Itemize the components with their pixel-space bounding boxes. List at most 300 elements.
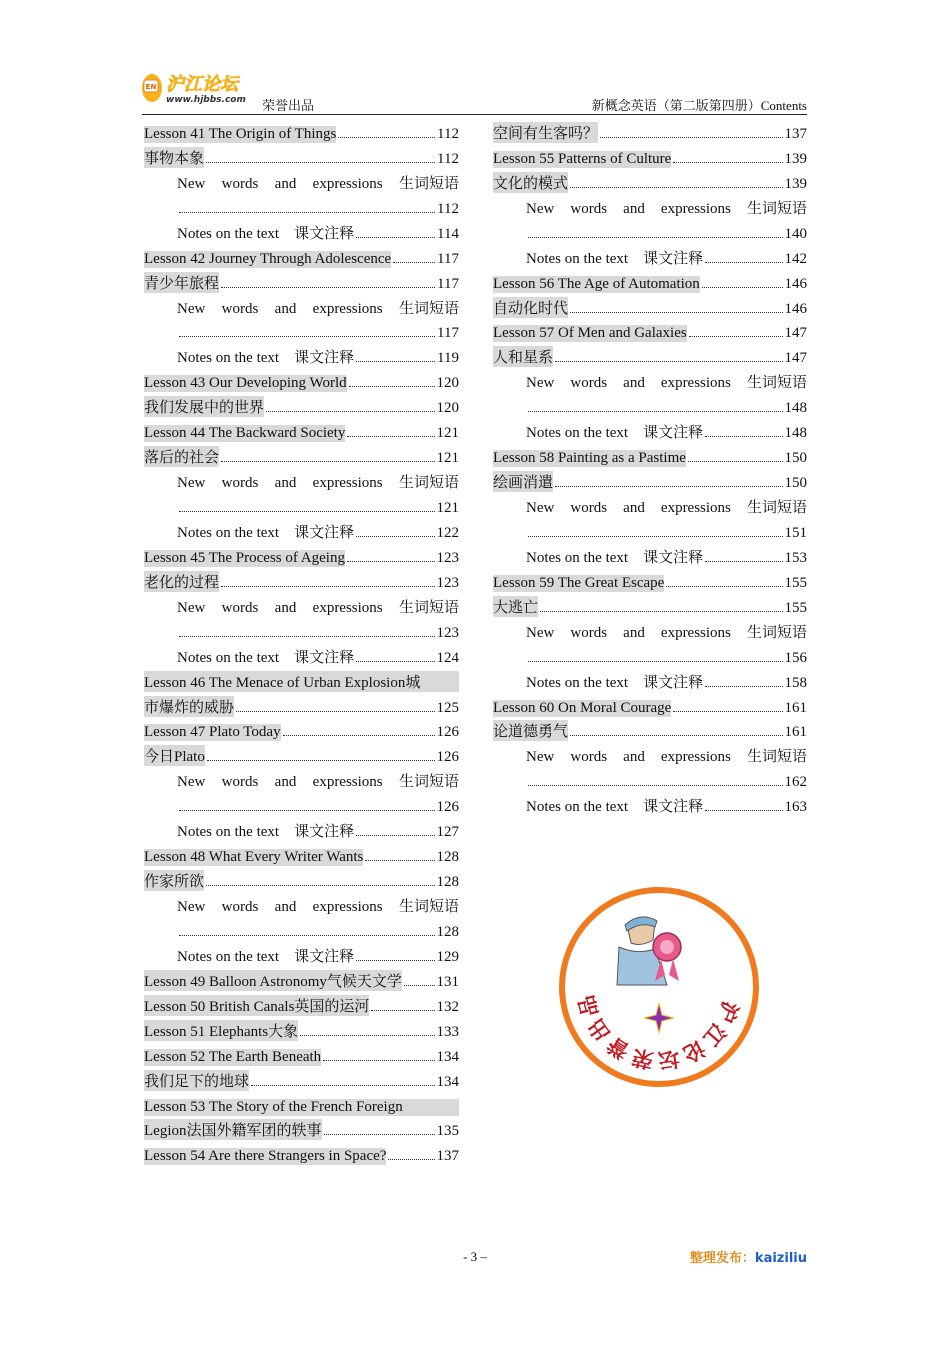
toc-sub-entry [144,218,459,243]
toc-sub-entry [144,766,459,791]
toc-entry-title: Notes on the text 课文注释 [177,350,355,367]
toc-sub-entry [144,592,459,617]
toc-word: 生词短语 [398,899,459,915]
credit-name: kaiziliu [754,1251,807,1266]
doc-title: 新概念英语（第二版第四册）Contents [591,98,807,113]
dot-leader [705,561,782,562]
toc-lesson-entry [144,1140,459,1165]
dot-leader [705,810,782,811]
toc-entry-title: Notes on the text 课文注释 [526,799,704,816]
toc-word: New [526,624,555,641]
toc-entry-title: 我们足下的地球 [144,1070,249,1091]
toc-sub-entry [493,642,807,667]
dot-leader [221,461,434,462]
seal-char: 荣 [629,1044,656,1073]
toc-entry-title: 文化的模式 [493,172,568,193]
toc-entry-title: Notes on the text 课文注释 [526,674,704,691]
dot-leader [570,735,782,736]
toc-entry-title: 绘画消遣 [493,471,553,492]
toc-entry-title: 市爆炸的威胁 [144,696,234,717]
dot-leader [356,237,435,238]
dot-leader [393,262,435,263]
toc-chinese-title [144,442,459,467]
toc-lesson-entry [144,966,459,991]
toc-entry-title: 空间有生客吗？ [493,122,598,143]
dot-leader [689,336,783,337]
toc-entry-title: Notes on the text 课文注释 [526,250,704,267]
toc-chinese-title [144,567,459,592]
toc-page-number: 121 [436,500,459,516]
toc-entry-title: Lesson 58 Painting as a Pastime [493,450,686,467]
toc-chinese-title [144,143,459,168]
dot-leader [705,262,782,263]
toc-word: 生词短语 [398,175,459,192]
toc-word: New [526,375,555,392]
toc-entry-title: Lesson 51 Elephants大象 [144,1020,298,1041]
toc-right-column [493,118,807,816]
logo-url: www.hjbbs.com [166,95,246,105]
toc-page-number: 134 [436,1073,459,1090]
dot-leader [688,461,783,462]
toc-page-number: 137 [784,125,807,142]
toc-entry-title: 今日Plato [144,745,205,766]
toc-word: words [570,375,608,392]
toc-sub-entry [144,617,459,642]
toc-entry-title: 论道德勇气 [493,720,568,741]
toc-word: 生词短语 [746,749,807,766]
toc-sub-entry [144,193,459,218]
toc-page-number: 119 [437,350,459,367]
toc-page-number: 140 [784,225,807,242]
toc-lesson-entry [493,318,807,343]
toc-sub-entry [493,542,807,567]
toc-word: and [274,599,297,616]
toc-word: and [623,375,645,392]
toc-word: New [526,200,555,217]
toc-sub-entry [493,392,807,417]
toc-sub-entry [144,791,459,816]
hjbbs-honor-seal [557,885,762,1090]
toc-sub-entry [493,193,807,218]
toc-lesson-entry [144,1116,459,1141]
credit-label: 整理发布： [689,1251,755,1266]
toc-word: New [177,300,206,317]
toc-page-number: 146 [784,275,807,292]
page-number: - 3 – [463,1249,487,1264]
seal-char: 论 [678,1035,709,1067]
dot-leader [251,1085,434,1086]
toc-entry-title: Notes on the text 课文注释 [526,549,704,566]
toc-page-number: 146 [784,300,807,317]
toc-sub-entry [493,367,807,392]
toc-sub-entry [144,467,459,492]
toc-entry-title: 大逃亡 [493,596,538,617]
toc-entry-title: Lesson 52 The Earth Beneath [144,1048,322,1065]
toc-page-number: 128 [436,923,459,940]
hjbbs-logo [140,66,265,110]
toc-word: expressions [312,899,383,915]
footer-credit [690,1247,807,1266]
toc-page-number: 155 [784,574,807,591]
toc-page-number: 120 [436,400,459,417]
dot-leader [266,411,434,412]
toc-word: New [177,774,206,791]
toc-page-number: 123 [436,549,459,566]
toc-entry-title: Lesson 43 Our Developing World [144,375,347,392]
toc-page-number: 162 [784,774,807,791]
toc-sub-entry [493,517,807,542]
toc-sub-entry [144,342,459,367]
dot-leader [600,137,782,138]
toc-lesson-entry [144,841,459,866]
dot-leader [347,436,434,437]
toc-lesson-entry [144,991,459,1016]
toc-lesson-entry [144,367,459,392]
dot-leader [206,885,434,886]
toc-page-number: 121 [436,450,459,467]
toc-word: New [526,500,555,516]
seal-char: 品 [574,992,603,1020]
toc-page-number: 128 [436,874,459,891]
toc-page-number: 114 [437,225,459,242]
toc-word: expressions [312,175,383,192]
toc-page-number: 150 [784,450,807,467]
toc-word: and [623,500,645,516]
dot-leader [570,187,782,188]
toc-chinese-title [144,692,459,717]
toc-page-number: 139 [784,150,807,167]
toc-entry-title: Lesson 49 Balloon Astronomy气候天文学 [144,970,402,991]
toc-sub-entry [144,816,459,841]
toc-entry-title: 老化的过程 [144,571,219,592]
toc-sub-entry [493,243,807,268]
toc-page-number: 142 [784,250,807,267]
toc-sub-entry [493,617,807,642]
toc-page-number: 132 [436,998,459,1015]
toc-entry-title: Notes on the text 课文注释 [177,649,355,666]
toc-entry-title: Lesson 47 Plato Today [144,724,281,741]
toc-page-number: 122 [436,524,459,541]
toc-page-number: 128 [436,849,459,866]
dot-leader [356,835,434,836]
dot-leader [528,661,783,662]
toc-entry-title: Lesson 55 Patterns of Culture [493,150,672,167]
dot-leader [705,686,782,687]
toc-chinese-title [493,118,807,143]
toc-word: words [570,624,608,641]
toc-entry-title: Lesson 46 The Menace of Urban Explosion城 [144,671,459,692]
seal-char: 江 [698,1018,731,1051]
dot-leader [528,411,783,412]
toc-word: words [570,200,608,217]
dot-leader [221,586,434,587]
toc-word: words [221,599,259,616]
dot-leader [323,1060,434,1061]
toc-word: 生词短语 [398,475,459,492]
toc-sub-entry [144,293,459,318]
toc-entry-title: 我们发展中的世界 [144,396,264,417]
toc-word: words [221,475,259,492]
dot-leader [356,361,435,362]
toc-chinese-title [144,741,459,766]
toc-word: and [274,300,297,317]
toc-page-number: 134 [436,1048,459,1065]
toc-sub-entry [144,642,459,667]
toc-lesson-entry [493,268,807,293]
toc-page-number: 125 [436,699,459,716]
toc-entry-title: Lesson 42 Journey Through Adolescence [144,250,392,267]
dot-leader [349,386,435,387]
dot-leader [702,287,783,288]
toc-page-number: 163 [784,799,807,816]
toc-word: words [221,175,259,192]
toc-word: and [623,624,645,641]
dot-leader [528,785,783,786]
toc-chinese-title [493,467,807,492]
dot-leader [666,586,782,587]
toc-lesson-entry [493,567,807,592]
toc-entry-title: Lesson 57 Of Men and Galaxies [493,325,687,342]
toc-word: and [623,200,645,217]
toc-lesson-entry [144,542,459,567]
toc-page-number: 112 [437,125,459,142]
toc-sub-entry [144,168,459,193]
toc-page-number: 151 [784,524,807,541]
toc-entry-title: Legion法国外籍军团的轶事 [144,1119,322,1140]
dot-leader [206,162,435,163]
toc-chinese-title [144,268,459,293]
toc-page-number: 161 [784,699,807,716]
toc-page-number: 147 [784,350,807,367]
toc-page-number: 133 [436,1023,459,1040]
toc-page-number: 158 [784,674,807,691]
toc-entry-title: Lesson 59 The Great Escape [493,574,665,591]
dot-leader [365,860,434,861]
toc-word: expressions [660,500,731,516]
toc-page-number: 123 [436,624,459,641]
toc-lesson-entry [144,1016,459,1041]
toc-sub-entry [493,492,807,517]
seal-char: 出 [583,1014,616,1046]
toc-page-number: 155 [784,599,807,616]
dot-leader [179,212,435,213]
toc-word: and [274,899,297,915]
toc-page-number: 112 [437,150,459,167]
toc-entry-title: Notes on the text 课文注释 [177,948,355,965]
toc-entry-title: Notes on the text 课文注释 [177,524,355,541]
toc-word: 生词短语 [398,774,459,791]
toc-chinese-title [493,342,807,367]
dot-leader [528,237,783,238]
toc-lesson-entry [144,243,459,268]
dot-leader [179,636,435,637]
toc-chinese-title [493,717,807,742]
toc-entry-title: Lesson 56 The Age of Automation [493,275,700,292]
toc-word: 生词短语 [398,599,459,616]
toc-page-number: 150 [784,475,807,492]
toc-word: 生词短语 [746,375,807,392]
dot-leader [324,1134,435,1135]
toc-sub-entry [493,667,807,692]
dot-leader [221,287,435,288]
toc-page-number: 126 [436,799,459,816]
dot-leader [570,312,782,313]
toc-page-number: 127 [436,824,459,841]
dot-leader [555,361,782,362]
toc-page-number: 112 [437,200,459,217]
toc-entry-title: Lesson 50 British Canals英国的运河 [144,995,369,1016]
toc-chinese-title [493,168,807,193]
toc-word: 生词短语 [746,500,807,516]
toc-entry-title: Lesson 41 The Origin of Things [144,125,337,142]
toc-word: expressions [312,599,383,616]
dot-leader [300,1035,434,1036]
toc-page-number: 139 [784,175,807,192]
toc-sub-entry [493,766,807,791]
toc-entry-title: Lesson 44 The Backward Society [144,425,346,442]
dot-leader [673,162,782,163]
toc-chinese-title [144,1066,459,1091]
toc-entry-title: 落后的社会 [144,446,219,467]
dot-leader [388,1159,434,1160]
toc-word: words [221,774,259,791]
toc-page-number: 131 [436,973,459,990]
toc-word: New [177,475,206,492]
toc-word: New [177,175,206,192]
toc-page-number: 117 [437,325,459,342]
dot-leader [283,735,435,736]
toc-word: expressions [312,774,383,791]
toc-word: and [274,475,297,492]
toc-sub-entry [144,891,459,916]
toc-page-number: 126 [436,724,459,741]
dot-leader [236,711,434,712]
toc-word: expressions [660,375,731,392]
toc-page-number: 126 [436,749,459,766]
toc-entry-title: Notes on the text 课文注释 [177,225,355,242]
dot-leader [356,536,434,537]
toc-word: expressions [660,624,731,641]
toc-chinese-title [144,866,459,891]
dot-leader [555,486,782,487]
logo-badge: EN [145,83,157,91]
toc-entry-title: 事物本象 [144,147,204,168]
toc-lesson-entry [144,118,459,143]
toc-lesson-entry [144,1091,459,1116]
header-rule [142,114,807,115]
toc-word: 生词短语 [398,300,459,317]
toc-word: New [526,749,555,766]
brand-credit: 荣誉出品 [262,98,315,113]
toc-word: 生词短语 [746,200,807,217]
toc-lesson-entry [493,692,807,717]
dot-leader [179,336,435,337]
toc-entry-title: Lesson 60 On Moral Courage [493,699,672,716]
logo-title: 沪江论坛 [166,74,238,95]
toc-word: words [221,899,259,915]
toc-lesson-entry [493,442,807,467]
toc-entry-title: 作家所欲 [144,870,204,891]
toc-page-number: 124 [436,649,459,666]
toc-word: and [274,175,297,192]
dot-leader [528,536,783,537]
dot-leader [207,760,435,761]
toc-word: and [623,749,645,766]
dot-leader [540,611,782,612]
toc-lesson-entry [144,717,459,742]
toc-word: New [177,599,206,616]
toc-word: New [177,899,206,915]
toc-page-number: 148 [784,425,807,442]
toc-page-number: 161 [784,724,807,741]
toc-page-number: 153 [784,549,807,566]
toc-sub-entry [144,318,459,343]
dot-leader [179,511,435,512]
toc-sub-entry [493,218,807,243]
toc-entry-title: Lesson 53 The Story of the French Foreign [144,1099,459,1116]
toc-word: words [570,749,608,766]
dot-leader [705,436,782,437]
toc-page-number: 156 [784,649,807,666]
toc-sub-entry [144,492,459,517]
dot-leader [356,960,434,961]
toc-sub-entry [493,417,807,442]
toc-entry-title: 自动化时代 [493,297,568,318]
toc-left-column [144,118,459,1165]
toc-sub-entry [144,517,459,542]
dot-leader [347,561,435,562]
toc-chinese-title [493,293,807,318]
toc-lesson-entry [493,143,807,168]
toc-page-number: 148 [784,400,807,417]
toc-sub-entry [493,741,807,766]
dot-leader [356,661,434,662]
toc-chinese-title [493,592,807,617]
toc-sub-entry [144,941,459,966]
toc-word: expressions [312,300,383,317]
toc-entry-title: Lesson 45 The Process of Ageing [144,549,345,566]
toc-entry-title: 人和星系 [493,346,553,367]
toc-word: expressions [312,475,383,492]
dot-leader [371,1010,434,1011]
toc-word: and [274,774,297,791]
dot-leader [404,985,435,986]
toc-lesson-entry [144,667,459,692]
toc-entry-title: Notes on the text 课文注释 [526,425,704,442]
seal-char: 坛 [656,1045,681,1073]
toc-page-number: 121 [436,425,459,442]
toc-page-number: 147 [784,325,807,342]
dot-leader [179,810,435,811]
toc-lesson-entry [144,417,459,442]
dot-leader [673,711,782,712]
toc-word: expressions [660,200,731,217]
seal-char: 沪 [712,997,743,1026]
toc-page-number: 129 [436,948,459,965]
toc-sub-entry [144,916,459,941]
toc-page-number: 123 [436,574,459,591]
toc-page-number: 135 [436,1123,459,1140]
toc-entry-title: 青少年旅程 [144,272,219,293]
toc-page-number: 120 [436,375,459,392]
toc-word: expressions [660,749,731,766]
dot-leader [179,935,435,936]
toc-word: words [221,300,259,317]
seal-char: 誉 [603,1032,635,1064]
toc-word: words [570,500,608,516]
toc-entry-title: Lesson 54 Are there Strangers in Space? [144,1148,387,1165]
toc-sub-entry [493,791,807,816]
